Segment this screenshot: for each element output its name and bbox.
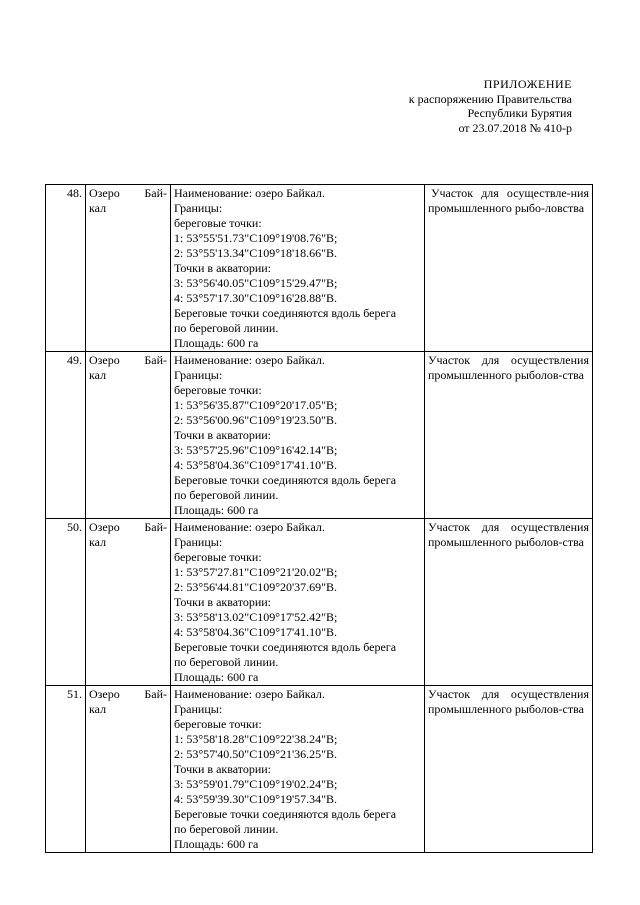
row-number: 48. <box>46 185 86 352</box>
water-body-line-2: кал <box>89 201 107 215</box>
row-number: 51. <box>46 686 86 853</box>
water-points-line: Точки в акватории: <box>174 261 272 275</box>
water-body-cell <box>86 686 171 853</box>
connection-note-line: Береговые точки соединяются вдоль берега <box>174 640 397 654</box>
water-body-cell <box>86 352 171 519</box>
area-line: Площадь: 600 га <box>174 503 259 517</box>
coordinate-line: 4: 53°58'04.36"С109°17'41.10"В. <box>174 458 338 472</box>
table-row <box>46 352 593 519</box>
coordinate-line: 4: 53°59'39.30"С109°19'57.34"В. <box>174 792 338 806</box>
coordinate-line: 4: 53°57'17.30"С109°16'28.88"В. <box>174 291 338 305</box>
water-points-line: Точки в акватории: <box>174 595 272 609</box>
area-line: Площадь: 600 га <box>174 336 259 350</box>
boundaries-line: Границы: <box>174 535 223 549</box>
connection-note-line: по береговой линии. <box>174 321 279 335</box>
boundary-description <box>171 519 425 686</box>
document-header <box>409 77 572 135</box>
water-body-line-1: Озеро Бай- <box>89 687 167 701</box>
name-line: Наименование: озеро Байкал. <box>174 520 325 534</box>
issuer-line: Республики Бурятия <box>467 106 572 120</box>
shore-points-line: береговые точки: <box>174 383 262 397</box>
boundaries-line: Границы: <box>174 201 223 215</box>
coordinate-line: 2: 53°56'00.96"С109°19'23.50"В. <box>174 413 338 427</box>
coordinate-line: 1: 53°58'18.28"С109°22'38.24"В; <box>174 732 338 746</box>
water-body-line-1: Озеро Бай- <box>89 520 167 534</box>
table-row <box>46 185 593 352</box>
coordinate-line: 1: 53°56'35.87"С109°20'17.05"В; <box>174 398 338 412</box>
area-line: Площадь: 600 га <box>174 670 259 684</box>
water-body-line-1: Озеро Бай- <box>89 186 167 200</box>
coordinate-line: 3: 53°59'01.79"С109°19'02.24"В; <box>174 777 338 791</box>
water-points-line: Точки в акватории: <box>174 428 272 442</box>
coordinate-line: 3: 53°57'25.96"С109°16'42.14"В; <box>174 443 338 457</box>
order-date-number: от 23.07.2018 № 410-р <box>458 120 572 135</box>
appendix-title: ПРИЛОЖЕНИЕ <box>483 77 572 91</box>
table-row <box>46 519 593 686</box>
order-reference-line: к распоряжению Правительства <box>408 91 572 106</box>
row-number: 50. <box>46 519 86 686</box>
purpose-cell: Участок для осуществления промышленного рыболов-ства <box>425 519 593 686</box>
connection-note-line: Береговые точки соединяются вдоль берега <box>174 807 397 821</box>
coordinate-line: 1: 53°57'27.81"С109°21'20.02"В; <box>174 565 338 579</box>
coordinate-line: 4: 53°58'04.36"С109°17'41.10"В. <box>174 625 338 639</box>
fishing-areas-table <box>45 184 593 853</box>
boundary-description <box>171 185 425 352</box>
water-body-line-2: кал <box>89 368 107 382</box>
water-body-line-2: кал <box>89 535 107 549</box>
shore-points-line: береговые точки: <box>174 550 262 564</box>
coordinate-line: 3: 53°56'40.05"С109°15'29.47"В; <box>174 276 338 290</box>
boundary-description <box>171 352 425 519</box>
connection-note-line: по береговой линии. <box>174 822 279 836</box>
boundaries-line: Границы: <box>174 368 223 382</box>
water-body-cell <box>86 185 171 352</box>
water-points-line: Точки в акватории: <box>174 762 272 776</box>
shore-points-line: береговые точки: <box>174 717 262 731</box>
table-body <box>46 185 593 853</box>
table-row <box>46 686 593 853</box>
boundary-description <box>171 686 425 853</box>
row-number: 49. <box>46 352 86 519</box>
coordinate-line: 2: 53°56'44.81"С109°20'37.69"В. <box>174 580 338 594</box>
connection-note-line: по береговой линии. <box>174 488 279 502</box>
coordinate-line: 3: 53°58'13.02"С109°17'52.42"В; <box>174 610 338 624</box>
coordinate-line: 1: 53°55'51.73"С109°19'08.76"В; <box>174 231 338 245</box>
water-body-line-2: кал <box>89 702 107 716</box>
purpose-cell: Участок для осуществления промышленного рыболов-ства <box>425 352 593 519</box>
name-line: Наименование: озеро Байкал. <box>174 353 325 367</box>
name-line: Наименование: озеро Байкал. <box>174 186 325 200</box>
purpose-cell: Участок для осуществления промышленного рыболов-ства <box>425 686 593 853</box>
shore-points-line: береговые точки: <box>174 216 262 230</box>
boundaries-line: Границы: <box>174 702 223 716</box>
purpose-cell: Участок для осуществле-ния промышленного рыбо-ловства <box>425 185 593 352</box>
coordinate-line: 2: 53°55'13.34"С109°18'18.66"В. <box>174 246 338 260</box>
name-line: Наименование: озеро Байкал. <box>174 687 325 701</box>
water-body-line-1: Озеро Бай- <box>89 353 167 367</box>
connection-note-line: Береговые точки соединяются вдоль берега <box>174 306 397 320</box>
connection-note-line: по береговой линии. <box>174 655 279 669</box>
connection-note-line: Береговые точки соединяются вдоль берега <box>174 473 397 487</box>
water-body-cell <box>86 519 171 686</box>
coordinate-line: 2: 53°57'40.50"С109°21'36.25"В. <box>174 747 338 761</box>
area-line: Площадь: 600 га <box>174 837 259 851</box>
